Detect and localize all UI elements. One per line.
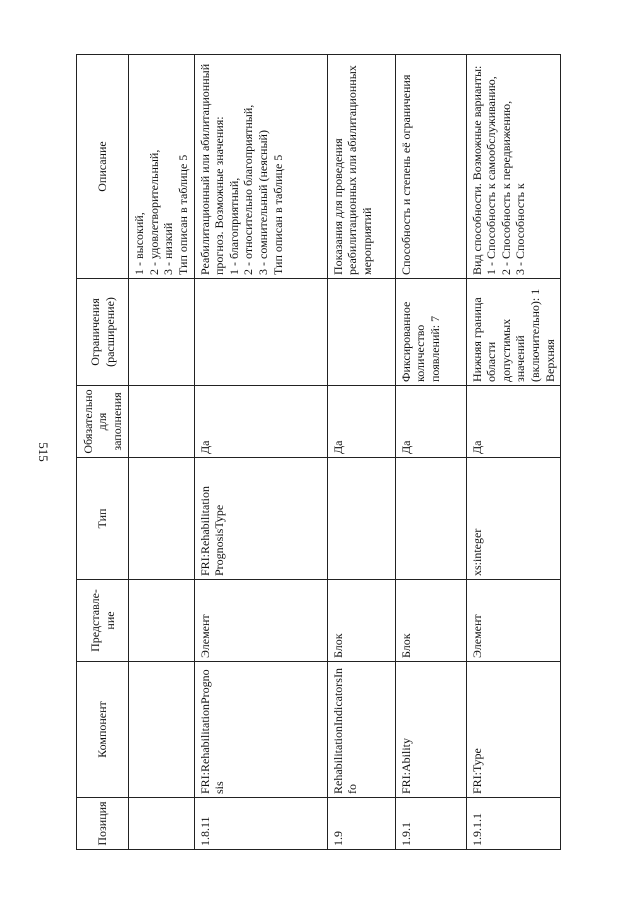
cell-required [466,386,561,458]
table-row [194,55,327,850]
cell-position [129,798,195,850]
cell-text: Да [197,440,212,454]
cell-text: Блок [330,633,345,658]
cell-restrictions [395,279,466,386]
cell-text: Нижняя граница области допустимых значений (включительно): 1 Верхняя [469,288,557,382]
cell-text: Способность и степень её ограничения [398,74,413,275]
cell-description [194,55,327,279]
data-table [76,54,561,850]
cell-component [466,662,561,798]
cell-component [327,662,395,798]
table-row [466,55,561,850]
cell-restrictions [466,279,561,386]
table-header-row [77,55,129,850]
cell-restrictions [129,279,195,386]
header-position: Позиция [77,798,129,850]
cell-text: 1.9.1 [398,822,413,846]
cell-type [129,458,195,580]
cell-text: Да [398,440,413,454]
cell-description [129,55,195,279]
cell-representation [395,580,466,662]
rotated-table-container [76,55,557,850]
cell-required [194,386,327,458]
header-required: Обязательно для заполнения [77,386,129,458]
cell-required [129,386,195,458]
cell-text: 1.8.11 [197,816,212,846]
table-body [129,55,561,850]
table-row [129,55,195,850]
cell-description [327,55,395,279]
cell-text: Элемент [469,614,484,658]
cell-text: FRI:RehabilitationPrognosis [197,669,227,794]
cell-component [129,662,195,798]
cell-type [194,458,327,580]
cell-type [395,458,466,580]
cell-restrictions [327,279,395,386]
cell-restrictions [194,279,327,386]
cell-position [395,798,466,850]
cell-position [466,798,561,850]
cell-representation [129,580,195,662]
table-row [395,55,466,850]
cell-type [327,458,395,580]
cell-representation [466,580,561,662]
cell-required [327,386,395,458]
cell-text: Блок [398,633,413,658]
cell-text: FRI:Ability [398,737,413,794]
cell-text: FRI:Rehabilitation PrognosisType [197,486,227,576]
header-component: Компонент [77,662,129,798]
cell-text: Вид способности. Возможные варианты: 1 - Способность к самообслуживанию, 2 - Способность к передвижению, 3 - Способность к [469,65,528,275]
cell-text: Да [330,440,345,454]
cell-text: Показания для проведения реабилитационных или абилитационных мероприятий [330,65,374,275]
cell-type [466,458,561,580]
cell-position [194,798,327,850]
cell-representation [327,580,395,662]
cell-representation [194,580,327,662]
cell-text: FRI:Type [469,748,484,794]
cell-component [194,662,327,798]
cell-text: Фиксированное количество появлений: 7 [398,301,442,382]
header-type: Тип [77,458,129,580]
cell-text: Да [469,440,484,454]
page-number: 515 [36,442,51,462]
cell-text: Элемент [197,614,212,658]
cell-component [395,662,466,798]
table-row [327,55,395,850]
cell-text: xs:integer [469,528,484,576]
header-representation: Представле-ние [77,580,129,662]
cell-description [395,55,466,279]
cell-text: 1.9.1.1 [469,813,484,846]
cell-text: 1 - высокий, 2 - удовлетворительный, 3 - низкий Тип описан в таблице 5 [132,149,190,275]
header-restrictions: Ограничения (расширение) [77,279,129,386]
cell-required [395,386,466,458]
header-description: Описание [77,55,129,279]
cell-text: Реабилитационный или абилитационный прогноз. Возможные значения: 1 - благоприятный, 2 - относительно благоприятный, 3 - сомнительный (неясный) Тип описан в таблице 5 [197,63,285,275]
cell-text: RehabilitationIndicatorsInfo [330,668,360,794]
cell-text: 1.9 [330,831,345,846]
cell-position [327,798,395,850]
cell-description [466,55,561,279]
